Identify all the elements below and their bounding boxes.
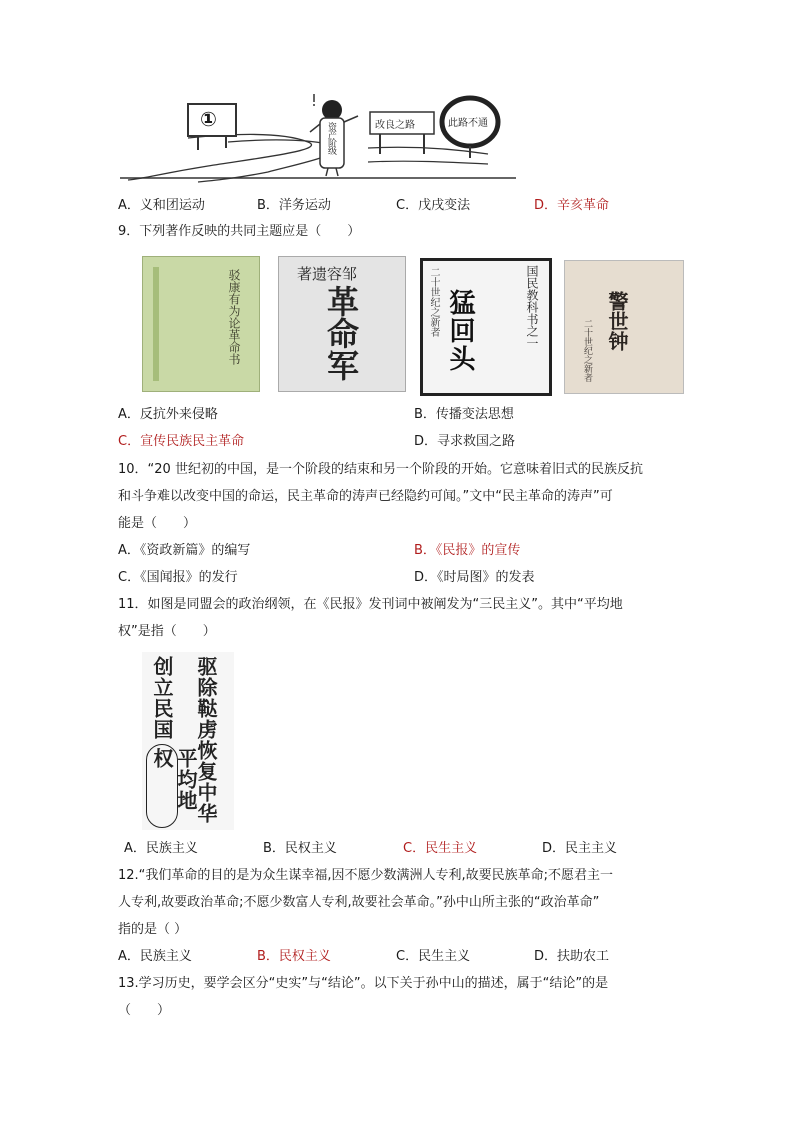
q11-manifesto-image [142,652,234,830]
q9-cover-2-header: 著遗容邹 [297,265,358,283]
cartoon-sign-number: ① [200,107,217,131]
q11-stem-line-1: 11．如图是同盟会的政治纲领，在《民报》发刊词中被阐发为“三民主义”。其中“平均地 [118,597,623,612]
cartoon-sign-middle: 改良之路 [375,120,415,131]
q9-option-b[interactable]: B．传播变法思想 [414,407,514,422]
q11-option-c[interactable]: C．民生主义 [403,841,478,856]
q8-option-d[interactable]: D．辛亥革命 [534,198,610,213]
q10-stem-line-2: 和斗争难以改变中国的命运，民主革命的涛声已经隐约可闻。”文中“民主革命的涛声”可 [118,489,613,504]
q10-option-a[interactable]: A．《资政新篇》的编写 [118,543,251,558]
q13-stem-line-1: 13.学习历史，要学会区分“史实”与“结论”。以下关于孙中山的描述，属于“结论”的是 [118,976,609,991]
q11-option-b[interactable]: B．民权主义 [263,841,337,856]
q9-cover-2-title: 革命军 [322,285,360,381]
q9-cover-4-side: 二十世纪之新者 [582,319,592,382]
q8-option-a[interactable]: A．义和团运动 [118,198,205,213]
q9-stem: 9．下列著作反映的共同主题应是（ ） [118,224,361,239]
cartoon-illustration [118,92,518,184]
q12-option-a[interactable]: A．民族主义 [118,949,192,964]
q11-stem-line-2: 权”是指（ ） [118,624,216,639]
q12-option-c[interactable]: C．民生主义 [396,949,471,964]
q12-option-b[interactable]: B．民权主义 [257,949,331,964]
q9-cover-3 [420,258,552,396]
q9-cover-1-title: 驳康有为论革命书 [227,269,241,365]
q10-option-c[interactable]: C．《国闻报》的发行 [118,570,238,585]
q10-option-d[interactable]: D．《时局图》的发表 [414,570,535,585]
q11-manifesto-right-col: 驱除鞑虏恢复中华 [194,656,218,824]
q12-stem-line-3: 指的是（ ） [118,922,188,937]
q9-cover-3-side: 国民教科书之一 [525,265,539,349]
q12-stem-line-2: 人专利,故要政治革命;不愿少数富人专利,故要社会革命。”孙中山所主张的“政治革命” [118,895,600,910]
q9-cover-1 [142,256,260,392]
q10-stem-line-1: 10．“20 世纪初的中国，是一个阶段的结束和另一个阶段的开始。它意味着旧式的民族反抗 [118,462,643,477]
q8-option-b[interactable]: B．洋务运动 [257,198,331,213]
q9-cover-4 [564,260,684,394]
q11-option-d[interactable]: D．民主主义 [542,841,618,856]
q9-option-a[interactable]: A．反抗外来侵略 [118,407,218,422]
q9-cover-4-title: 警世钟 [605,291,629,351]
q10-option-b[interactable]: B．《民报》的宣传 [414,543,521,558]
q11-manifesto-left-col-top: 创立民国 [150,656,174,740]
cartoon-sign-blocked: 此路不通 [448,118,488,129]
q9-cover-3-author: 二十世纪之新者 [428,267,439,337]
q10-stem-line-3: 能是（ ） [118,516,197,531]
q12-option-d[interactable]: D．扶助农工 [534,949,610,964]
q9-option-c[interactable]: C．宣传民族民主革命 [118,434,245,449]
q9-cover-3-title: 猛回头 [445,289,475,373]
q12-stem-line-1: 12.“我们革命的目的是为众生谋幸福,因不愿少数满洲人专利,故要民族革命;不愿君主一 [118,868,614,883]
cover-spine-stripe [153,267,159,381]
q9-option-d[interactable]: D．寻求救国之路 [414,434,516,449]
q13-stem-line-2: （ ） [118,1003,171,1018]
q9-cover-2 [278,256,406,392]
cartoon-drawing [118,92,518,184]
q11-option-a[interactable]: A．民族主义 [124,841,198,856]
q8-option-c[interactable]: C．戊戌变法 [396,198,471,213]
q11-manifesto-left-col-circled: 平均地权 [150,748,198,811]
cartoon-figure-label: 资产阶级 [326,122,336,154]
